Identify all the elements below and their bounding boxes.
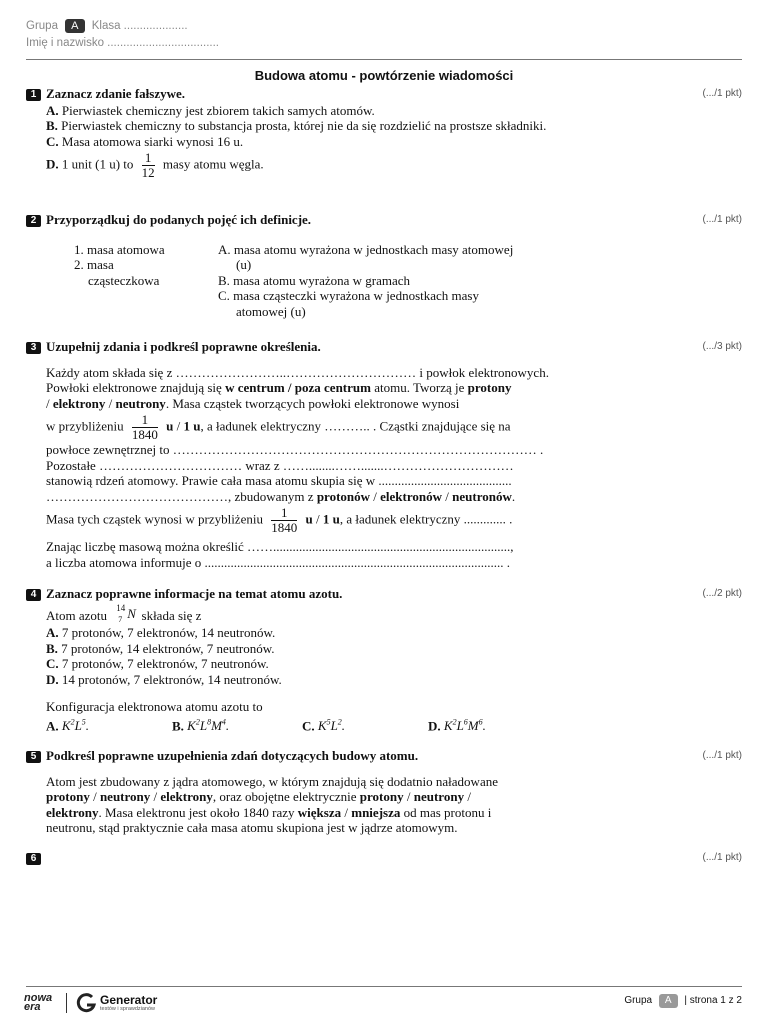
footer-divider	[26, 986, 742, 987]
option-c[interactable]: C. 7 protonów, 7 elektronów, 7 neutronów.	[46, 656, 269, 671]
name-line	[26, 37, 219, 49]
concept-item: 1. masa atomowa	[74, 241, 165, 257]
task-number-badge: 1	[26, 89, 41, 101]
config-option-b[interactable]: B. $K^2L^8M^4$.	[172, 717, 230, 733]
fill-line[interactable]: powłoce zewnętrznej to ………………………………………………………………………… .	[46, 442, 544, 457]
points-label: (.../1 pkt)	[702, 214, 742, 225]
option-a[interactable]: A. 7 protonów, 7 elektronów, 14 neutronów.	[46, 625, 276, 640]
concept-item: 2. masa	[74, 257, 114, 272]
fill-line[interactable]: Powłoki elektronowe znajdują się w centrum / poza centrum atomu. Tworzą je protony	[46, 380, 512, 395]
generator-logo-icon	[75, 992, 97, 1014]
config-option-c[interactable]: C. $K^5L^2$.	[302, 717, 346, 733]
page-number: | strona 1 z 2	[684, 995, 742, 1006]
isotope-intro: Atom azotu 14 7 N składa się z	[46, 602, 202, 624]
group-badge: A	[65, 19, 84, 33]
option-d[interactable]: D. 1 unit (1 u) to $\frac{1}{12}$ masy atomu węgla.	[46, 150, 264, 180]
option-c[interactable]: C. Masa atomowa siarki wynosi 16 u.	[46, 133, 244, 149]
name-label: Imię i nazwisko ...................................	[26, 37, 219, 49]
task-number-badge: 6	[26, 853, 41, 865]
nowa-era-logo: nowa era	[24, 992, 53, 1013]
fill-line[interactable]: stanowią rdzeń atomowy. Prawie cała masa atomu skupia się w .........................................	[46, 473, 512, 488]
group-badge: A	[659, 994, 678, 1008]
definition-item: C. masa cząsteczki wyrażona w jednostkach masy	[218, 288, 479, 303]
paragraph-line[interactable]: protony / neutrony / elektrony, oraz obojętne elektrycznie protony / neutrony /	[46, 789, 471, 804]
task-4-head	[26, 586, 742, 602]
task-2-head	[26, 212, 742, 228]
definition-item: atomowej (u)	[236, 303, 306, 319]
page-title: Budowa atomu - powtórzenie wiadomości	[254, 68, 514, 83]
points-label: (.../1 pkt)	[702, 750, 742, 761]
points-label: (.../1 pkt)	[702, 88, 742, 99]
class-label: Klasa ....................	[91, 20, 188, 32]
config-option-a[interactable]: A. $K^2L^5$.	[46, 717, 90, 733]
page-info: Grupa A | strona 1 z 2	[624, 995, 742, 1006]
group-label: Grupa	[26, 20, 58, 32]
task-number-badge: 4	[26, 589, 41, 601]
task-4	[26, 586, 742, 733]
config-option-d[interactable]: D. $K^2L^6M^6$.	[428, 717, 486, 733]
option-a[interactable]: A. Pierwiastek chemiczny jest zbiorem takich samych atomów.	[46, 102, 375, 118]
footer-logos	[24, 992, 157, 1014]
paragraph-line[interactable]: elektrony. Masa elektronu jest około 1840 razy większa / mniejsza od mas protonu i	[46, 804, 492, 820]
fill-line[interactable]: Znając liczbę masową można określić …….........................................................................,	[46, 539, 514, 554]
task-number-badge: 5	[26, 751, 41, 763]
fill-line[interactable]: / elektrony / neutrony. Masa cząstek tworzących powłoki elektronowe wynosi	[46, 395, 460, 411]
generator-subtitle: testów i sprawdzianów	[100, 1005, 156, 1012]
definition-list	[218, 242, 513, 320]
task-6	[26, 850, 742, 866]
task-1-head	[26, 86, 742, 102]
group-line	[26, 19, 188, 33]
fraction: $\frac{1}{1840}$	[131, 412, 158, 442]
fill-line[interactable]: ……………………………………, zbudowanym z protonów / elektronów / neutronów.	[46, 488, 516, 504]
task-6-head	[26, 850, 742, 866]
fill-line[interactable]: a liczba atomowa informuje o ............................................................................................ .	[46, 554, 510, 570]
points-label: (.../1 pkt)	[702, 852, 742, 863]
task-prompt: Przyporządkuj do podanych pojęć ich definicje.	[46, 212, 312, 227]
option-b[interactable]: B. Pierwiastek chemiczny to substancja prosta, której nie da się rozdzielić na prostsze składniki.	[46, 118, 547, 133]
task-prompt: Zaznacz poprawne informacje na temat atomu azotu.	[46, 586, 343, 601]
definition-item: B. masa atomu wyrażona w gramach	[218, 272, 411, 288]
header-divider	[26, 59, 742, 60]
fill-line[interactable]: Pozostałe …………………………… wraz z ……........…….......…………………………	[46, 457, 514, 473]
fraction: $\frac{1}{12}$	[141, 150, 155, 180]
task-prompt: Zaznacz zdanie fałszywe.	[46, 86, 186, 101]
fill-line[interactable]: Każdy atom składa się z ……………………..………………………… i powłok elektronowych.	[46, 364, 549, 380]
points-label: (.../2 pkt)	[702, 588, 742, 599]
task-5-head	[26, 748, 742, 764]
task-5	[26, 748, 742, 836]
definition-item: (u)	[236, 257, 252, 272]
fill-line[interactable]: w przybliżeniu $\frac{1}{1840}$ u / 1 u, a ładunek elektryczny ……….. . Cząstki znajdujące się na	[46, 412, 511, 442]
config-options	[46, 715, 742, 734]
task-3	[26, 339, 742, 570]
isotope-symbol: 14 7 N	[116, 602, 136, 624]
points-label: (.../3 pkt)	[702, 341, 742, 352]
task-number-badge: 2	[26, 215, 41, 227]
concept-item: cząsteczkowa	[88, 272, 160, 288]
fraction: $\frac{1}{1840}$	[271, 505, 298, 535]
concept-list	[74, 242, 218, 320]
paragraph-line: neutronu, stąd praktycznie cała masa atomu skupiona jest w jądrze atomowym.	[46, 820, 458, 835]
task-prompt: Uzupełnij zdania i podkreśl poprawne określenia.	[46, 339, 321, 354]
task-number-badge: 3	[26, 342, 41, 354]
paragraph-line: Atom jest zbudowany z jądra atomowego, w którym znajdują się dodatnio naładowane	[46, 773, 498, 789]
task-3-head	[26, 339, 742, 355]
option-b[interactable]: B. 7 protonów, 14 elektronów, 7 neutronów.	[46, 640, 275, 656]
fill-line[interactable]: Masa tych cząstek wynosi w przybliżeniu $\frac{1}{1840}$ u / 1 u, a ładunek elektryczny ............. .	[46, 505, 513, 535]
generator-title: Generator	[100, 992, 158, 1007]
definition-item: A. masa atomu wyrażona w jednostkach masy atomowej	[218, 241, 514, 257]
option-d[interactable]: D. 14 protonów, 7 elektronów, 14 neutronów.	[46, 671, 282, 687]
task-2	[26, 212, 742, 319]
task-1	[26, 86, 742, 180]
config-label: Konfiguracja elektronowa atomu azotu to	[46, 699, 263, 714]
task-prompt: Podkreśl poprawne uzupełnienia zdań dotyczących budowy atomu.	[46, 748, 419, 763]
